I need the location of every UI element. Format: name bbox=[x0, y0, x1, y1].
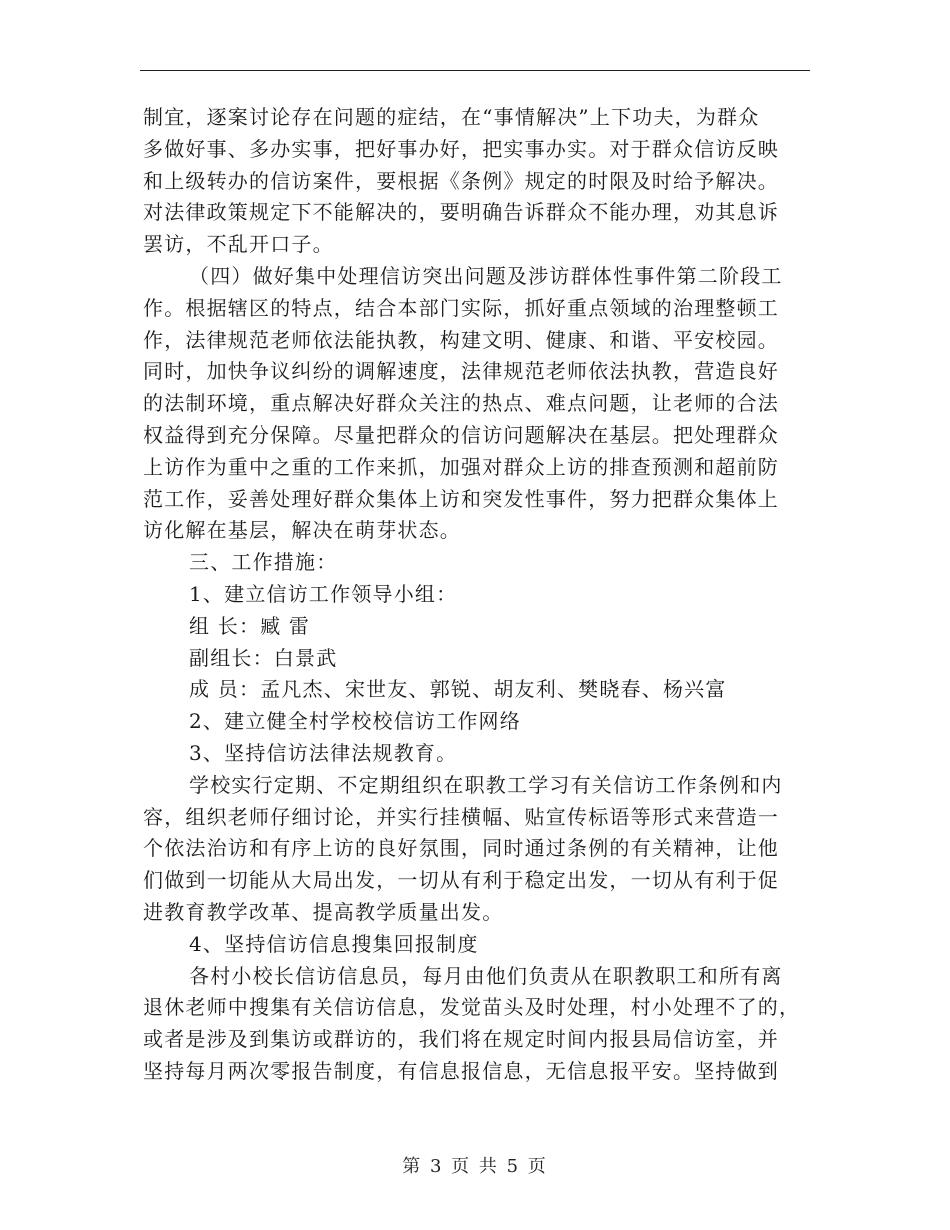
text-line: 学校实行定期、不定期组织在职教工学习有关信访工作条例和内 bbox=[189, 772, 783, 797]
text-line: 上访作为重中之重的工作来抓，加强对群众上访的排查预测和超前防 bbox=[143, 454, 779, 479]
text-line: 多做好事、多办实事，把好事办好，把实事办实。对于群众信访反映 bbox=[143, 136, 779, 161]
text-line: 们做到一切能从大局出发，一切从有利于稳定出发，一切从有利于促 bbox=[143, 868, 779, 893]
text-line: 2、建立健全村学校校信访工作网络 bbox=[189, 709, 521, 734]
text-line: 三、工作措施： bbox=[189, 550, 338, 575]
text-line: 进教育教学改革、提高教学质量出发。 bbox=[143, 899, 504, 924]
text-line: 成 员：孟凡杰、宋世友、郭锐、胡友利、樊晓春、杨兴富 bbox=[189, 677, 727, 702]
text-line: 个依法治访和有序上访的良好氛围，同时通过条例的有关精神，让他 bbox=[143, 836, 779, 861]
text-line: 作，法律规范老师依法能执教，构建文明、健康、和谐、平安校园。 bbox=[143, 327, 779, 352]
text-line: 副组长：白景武 bbox=[189, 645, 338, 670]
text-line: 和上级转办的信访案件，要根据《条例》规定的时限及时给予解决。 bbox=[143, 168, 779, 193]
text-line: 制宜，逐案讨论存在问题的症结，在“事情解决”上下功夫，为群众 bbox=[143, 105, 760, 129]
text-line: 同时，加快争议纠纷的调解速度，法律规范老师依法执教，营造良好 bbox=[143, 359, 779, 384]
text-line: （四）做好集中处理信访突出问题及涉访群体性事件第二阶段工 bbox=[189, 263, 783, 288]
document-body bbox=[143, 102, 807, 1088]
text-line: 组 长：臧 雷 bbox=[189, 613, 311, 638]
text-line: 罢访，不乱开口子。 bbox=[143, 232, 334, 257]
text-line: 权益得到充分保障。尽量把群众的信访问题解决在基层。把处理群众 bbox=[143, 422, 779, 447]
text-line: 容，组织老师仔细讨论，并实行挂横幅、贴宣传标语等形式来营造一 bbox=[143, 804, 779, 829]
page-number: 第 3 页 共 5 页 bbox=[402, 1156, 548, 1177]
text-line: 对法律政策规定下不能解决的，要明确告诉群众不能办理，劝其息诉 bbox=[143, 200, 779, 225]
text-line: 范工作，妥善处理好群众集体上访和突发性事件，努力把群众集体上 bbox=[143, 486, 779, 511]
text-line: 1、建立信访工作领导小组： bbox=[189, 581, 458, 606]
text-line: 访化解在基层，解决在萌芽状态。 bbox=[143, 518, 461, 543]
text-line: 作。根据辖区的特点，结合本部门实际，抓好重点领域的治理整顿工 bbox=[143, 295, 779, 320]
text-line: 各村小校长信访信息员，每月由他们负责从在职教职工和所有离 bbox=[189, 963, 783, 988]
text-line: 或者是涉及到集访或群访的，我们将在规定时间内报县局信访室，并 bbox=[143, 1027, 779, 1052]
text-line: 退休老师中搜集有关信访信息，发觉苗头及时处理，村小处理不了的， bbox=[143, 995, 801, 1020]
text-line: 3、坚持信访法律法规教育。 bbox=[189, 740, 458, 765]
text-line: 4、坚持信访信息搜集回报制度 bbox=[189, 931, 479, 956]
text-line: 坚持每月两次零报告制度，有信息报信息，无信息报平安。坚持做到 bbox=[143, 1058, 779, 1083]
header-rule bbox=[140, 70, 810, 71]
text-line: 的法制环境，重点解决好群众关注的热点、难点问题，让老师的合法 bbox=[143, 391, 779, 416]
